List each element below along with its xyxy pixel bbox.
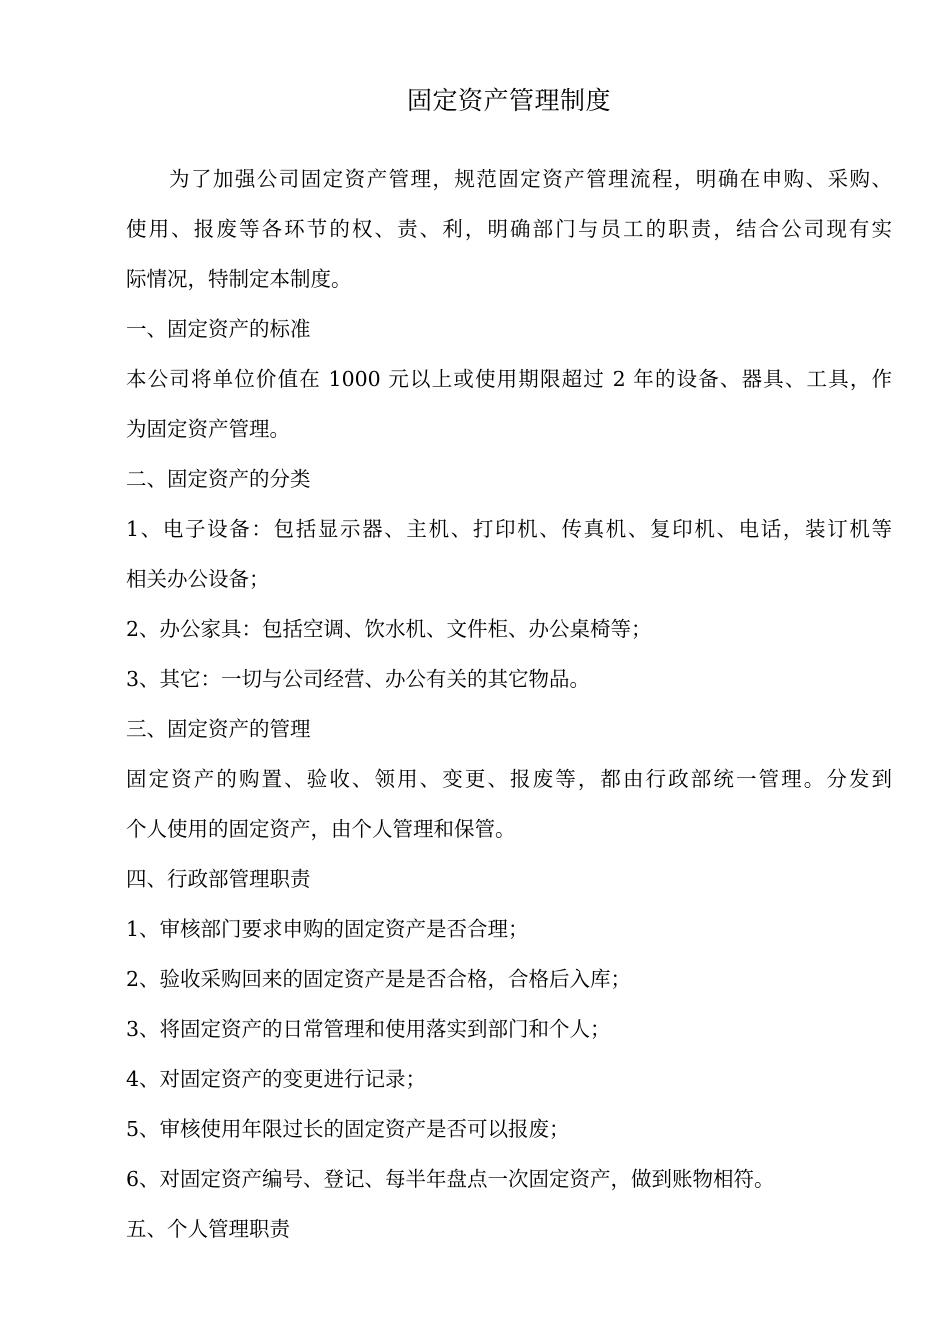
document-title: 固定资产管理制度 (406, 86, 611, 115)
section-heading: 四、行政部管理职责 (126, 867, 311, 891)
paragraph-line: 际情况，特制定本制度。 (126, 267, 352, 291)
section-heading: 五、个人管理职责 (126, 1217, 290, 1241)
section-heading: 一、固定资产的标准 (126, 317, 311, 341)
list-item: 1、电子设备：包括显示器、主机、打印机、传真机、复印机、电话，装订机等 (126, 517, 892, 541)
paragraph-line: 固定资产的购置、验收、领用、变更、报废等，都由行政部统一管理。分发到 (126, 767, 892, 791)
paragraph-line: 个人使用的固定资产，由个人管理和保管。 (126, 817, 516, 841)
list-item: 5、审核使用年限过长的固定资产是否可以报废； (126, 1117, 570, 1141)
section-heading: 三、固定资产的管理 (126, 717, 311, 741)
list-item: 2、验收采购回来的固定资产是是否合格，合格后入库； (126, 967, 632, 991)
list-item: 3、将固定资产的日常管理和使用落实到部门和个人； (126, 1017, 611, 1041)
list-item: 6、对固定资产编号、登记、每半年盘点一次固定资产，做到账物相符。 (126, 1167, 775, 1191)
list-item: 2、办公家具：包括空调、饮水机、文件柜、办公桌椅等； (126, 617, 652, 641)
list-item-continued: 相关办公设备； (126, 567, 270, 591)
list-item: 3、其它：一切与公司经营、办公有关的其它物品。 (126, 667, 591, 691)
paragraph-line: 本公司将单位价值在 1000 元以上或使用期限超过 2 年的设备、器具、工具，作 (126, 367, 892, 391)
section-heading: 二、固定资产的分类 (126, 467, 311, 491)
paragraph-line: 使用、报废等各环节的权、责、利，明确部门与员工的职责，结合公司现有实 (126, 217, 892, 241)
paragraph-line: 为固定资产管理。 (126, 417, 290, 441)
list-item: 4、对固定资产的变更进行记录； (126, 1067, 427, 1091)
list-item: 1、审核部门要求申购的固定资产是否合理； (126, 917, 529, 941)
document-body (126, 154, 892, 1254)
paragraph-line: 为了加强公司固定资产管理，规范固定资产管理流程，明确在申购、采购、 (169, 167, 892, 191)
